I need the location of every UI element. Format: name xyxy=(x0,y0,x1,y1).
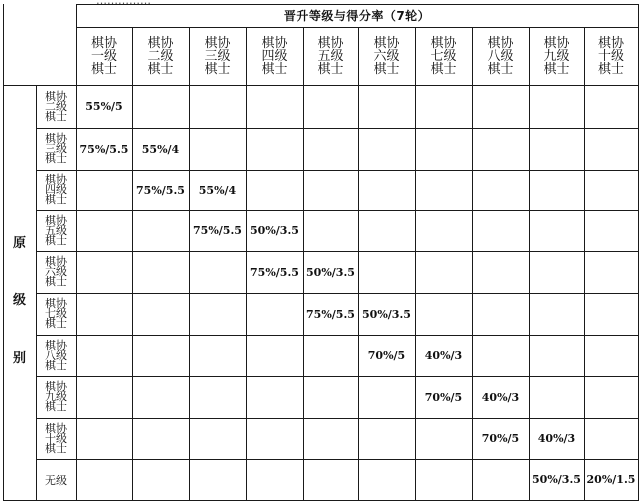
table-cell xyxy=(529,293,584,335)
table-cell-text: 40%/3 xyxy=(424,349,463,362)
row-line xyxy=(36,128,638,129)
table-cell xyxy=(132,335,189,376)
table-cell xyxy=(415,170,472,210)
table-cell xyxy=(358,210,415,251)
table-cell-text: 50%/3.5 xyxy=(532,473,581,486)
column-header-text: 棋协六级棋士 xyxy=(373,35,400,77)
row-header-text: 棋协三级棋士 xyxy=(45,132,67,165)
table-cell xyxy=(246,459,303,500)
table-cell xyxy=(189,128,246,170)
column-line xyxy=(358,27,359,500)
row-header xyxy=(36,210,76,251)
row-header-text: 棋协七级棋士 xyxy=(45,297,67,330)
table-cell-text: 50%/3.5 xyxy=(362,307,411,321)
row-line xyxy=(36,170,638,171)
table-cell xyxy=(132,170,189,210)
row-header xyxy=(36,170,76,210)
row-line xyxy=(36,376,638,377)
table-cell xyxy=(303,376,358,418)
table-cell xyxy=(132,376,189,418)
table-border-bottom xyxy=(3,500,639,501)
column-header-text: 棋协二级棋士 xyxy=(147,35,174,77)
table-cell xyxy=(76,335,132,376)
table-border-top xyxy=(76,4,638,5)
table-cell xyxy=(529,85,584,128)
table-cell-text: 70%/5 xyxy=(367,349,406,362)
column-header xyxy=(472,27,529,85)
table-cell xyxy=(76,293,132,335)
table-cell-text: 55%/4 xyxy=(141,142,180,156)
table-cell xyxy=(584,418,638,459)
table-cell xyxy=(76,128,132,170)
table-cell xyxy=(189,459,246,500)
table-cell xyxy=(472,418,529,459)
table-cell xyxy=(584,459,638,500)
table-cell xyxy=(358,418,415,459)
table-cell xyxy=(472,210,529,251)
table-border-right xyxy=(638,4,639,500)
table-cell xyxy=(358,85,415,128)
header-title-text: 晋升等级与得分率（7轮） xyxy=(283,9,431,23)
table-cell-text: 75%/5.5 xyxy=(193,224,242,237)
table-cell-text: 75%/5.5 xyxy=(306,307,355,321)
table-cell xyxy=(303,293,358,335)
row-header xyxy=(36,376,76,418)
column-header-text: 棋协五级棋士 xyxy=(317,35,344,77)
column-line xyxy=(189,27,190,500)
table-cell xyxy=(246,170,303,210)
table-cell-text: 70%/5 xyxy=(424,390,463,404)
table-cell-text: 40%/3 xyxy=(537,432,576,445)
column-header xyxy=(584,27,638,85)
table-cell xyxy=(303,459,358,500)
table-cell-text: 75%/5.5 xyxy=(250,265,299,279)
column-header xyxy=(358,27,415,85)
table-cell xyxy=(529,335,584,376)
table-cell xyxy=(415,210,472,251)
column-header-text: 棋协一级棋士 xyxy=(90,35,117,77)
table-cell-text: 55%/5 xyxy=(85,100,123,113)
table-cell xyxy=(246,293,303,335)
row-header xyxy=(36,293,76,335)
column-line xyxy=(246,27,247,500)
column-line xyxy=(303,27,304,500)
table-cell xyxy=(303,335,358,376)
table-cell xyxy=(529,459,584,500)
column-line xyxy=(76,4,77,500)
table-cell xyxy=(415,293,472,335)
table-cell xyxy=(303,85,358,128)
table-cell xyxy=(472,251,529,293)
column-header xyxy=(76,27,132,85)
table-cell xyxy=(584,251,638,293)
table-cell xyxy=(358,459,415,500)
table-cell xyxy=(246,210,303,251)
column-line xyxy=(132,27,133,500)
table-cell xyxy=(189,376,246,418)
table-cell xyxy=(415,418,472,459)
table-cell xyxy=(529,418,584,459)
row-line xyxy=(36,335,638,336)
table-cell xyxy=(189,85,246,128)
table-cell xyxy=(529,210,584,251)
table-cell xyxy=(584,85,638,128)
original-level-char-text: 级 xyxy=(12,292,26,308)
column-header xyxy=(303,27,358,85)
table-cell xyxy=(472,85,529,128)
column-header xyxy=(132,27,189,85)
table-cell xyxy=(415,128,472,170)
table-cell xyxy=(358,170,415,210)
table-cell xyxy=(415,251,472,293)
row-header-text: 棋协六级棋士 xyxy=(45,255,67,288)
original-level-char-text: 原 xyxy=(12,235,26,251)
table-cell xyxy=(189,210,246,251)
table-cell xyxy=(132,210,189,251)
table-border-left xyxy=(3,4,4,500)
column-header-text: 棋协七级棋士 xyxy=(430,35,457,77)
column-header xyxy=(189,27,246,85)
table-cell xyxy=(303,128,358,170)
row-header xyxy=(36,85,76,128)
table-cell xyxy=(358,376,415,418)
table-cell-text: 40%/3 xyxy=(481,390,520,404)
table-cell xyxy=(132,293,189,335)
table-cell xyxy=(246,85,303,128)
row-header-text: 棋协九级棋士 xyxy=(45,380,67,413)
table-cell xyxy=(472,293,529,335)
table-cell xyxy=(189,170,246,210)
table-cell xyxy=(189,335,246,376)
row-header xyxy=(36,251,76,293)
table-cell xyxy=(415,376,472,418)
column-header-text: 棋协三级棋士 xyxy=(204,35,231,77)
table-cell xyxy=(584,376,638,418)
table-cell xyxy=(189,418,246,459)
table-cell xyxy=(584,293,638,335)
table-cell xyxy=(246,376,303,418)
column-header-text: 棋协八级棋士 xyxy=(487,35,514,77)
row-header-text: 棋协二级棋士 xyxy=(45,89,67,123)
table-cell xyxy=(132,251,189,293)
table-cell-text: 70%/5 xyxy=(481,432,520,445)
table-cell xyxy=(472,170,529,210)
table-cell xyxy=(415,459,472,500)
table-cell xyxy=(76,85,132,128)
table-cell-text: 20%/1.5 xyxy=(586,473,636,486)
table-cell xyxy=(584,170,638,210)
table-cell xyxy=(529,170,584,210)
column-line xyxy=(415,27,416,500)
table-cell xyxy=(472,128,529,170)
original-level-char-text: 别 xyxy=(12,350,26,366)
table-cell xyxy=(189,293,246,335)
table-cell xyxy=(358,335,415,376)
table-cell xyxy=(76,170,132,210)
table-cell xyxy=(76,210,132,251)
table-cell xyxy=(529,376,584,418)
table-cell xyxy=(132,128,189,170)
row-header xyxy=(36,128,76,170)
table-cell xyxy=(358,251,415,293)
column-header xyxy=(529,27,584,85)
title-separator xyxy=(76,27,638,28)
column-line xyxy=(584,27,585,500)
column-line xyxy=(472,27,473,500)
table-cell xyxy=(246,335,303,376)
row-line xyxy=(36,293,638,294)
column-header xyxy=(415,27,472,85)
table-cell-text: 55%/4 xyxy=(198,183,237,197)
table-cell xyxy=(358,293,415,335)
table-cell xyxy=(76,418,132,459)
row-header xyxy=(36,459,76,500)
table-cell xyxy=(358,128,415,170)
row-header-text: 棋协五级棋士 xyxy=(45,213,67,247)
row-header-text: 棋协四级棋士 xyxy=(45,173,67,206)
table-cell xyxy=(584,128,638,170)
row-line xyxy=(36,251,638,252)
column-header-text: 棋协九级棋士 xyxy=(543,35,570,77)
row-header-text: 棋协八级棋士 xyxy=(45,338,67,372)
table-cell xyxy=(246,418,303,459)
table-cell xyxy=(132,459,189,500)
table-cell xyxy=(303,210,358,251)
table-cell xyxy=(472,335,529,376)
column-header-text: 棋协四级棋士 xyxy=(261,35,288,77)
header-bottom-line xyxy=(3,85,638,86)
row-header xyxy=(36,335,76,376)
table-cell xyxy=(303,418,358,459)
row-line xyxy=(36,210,638,211)
table-cell xyxy=(472,459,529,500)
table-cell xyxy=(584,335,638,376)
table-cell xyxy=(472,376,529,418)
row-line xyxy=(36,418,638,419)
table-cell-text: 75%/5.5 xyxy=(79,142,129,156)
original-level-char xyxy=(3,288,36,308)
row-header-text: 棋协十级棋士 xyxy=(45,421,67,455)
table-cell xyxy=(415,335,472,376)
table-cell xyxy=(584,210,638,251)
column-header-text: 棋协十级棋士 xyxy=(597,35,624,77)
table-cell-text: 50%/3.5 xyxy=(250,224,299,237)
table-cell-text: 75%/5.5 xyxy=(136,183,185,197)
original-level-char xyxy=(3,346,36,366)
table-cell xyxy=(76,251,132,293)
row-line xyxy=(36,459,638,460)
table-cell xyxy=(303,170,358,210)
table-cell xyxy=(303,251,358,293)
header-title xyxy=(76,4,638,27)
table-cell xyxy=(189,251,246,293)
table-cell xyxy=(246,251,303,293)
table-cell xyxy=(246,128,303,170)
row-header-text: 无级 xyxy=(45,473,67,487)
table-cell xyxy=(529,251,584,293)
table-cell xyxy=(132,418,189,459)
row-header xyxy=(36,418,76,459)
table-cell xyxy=(415,85,472,128)
table-cell-text: 50%/3.5 xyxy=(306,265,355,279)
original-level-char xyxy=(3,231,36,251)
column-header xyxy=(246,27,303,85)
table-cell xyxy=(76,459,132,500)
column-line xyxy=(529,27,530,500)
table-cell xyxy=(529,128,584,170)
table-cell xyxy=(76,376,132,418)
table-cell xyxy=(132,85,189,128)
